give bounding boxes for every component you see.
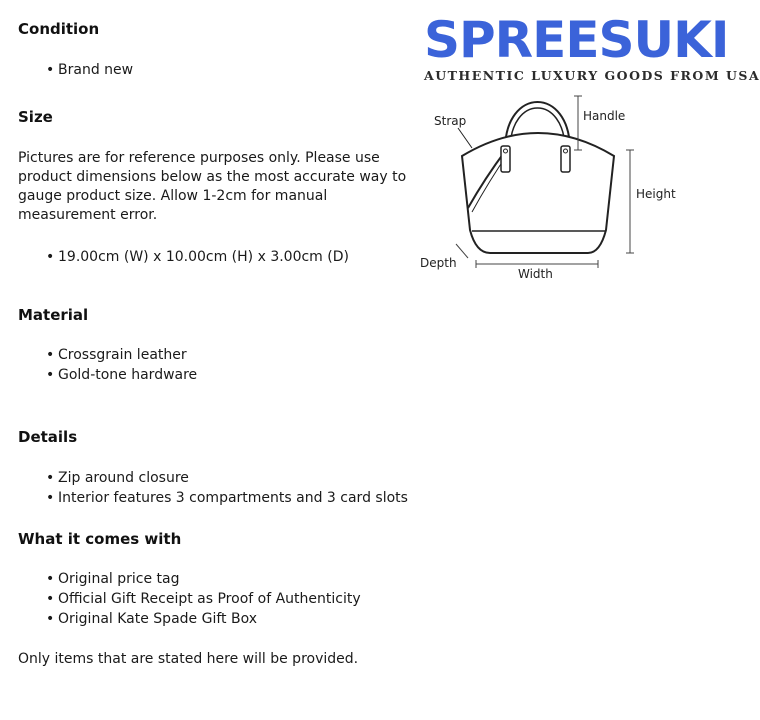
- details-list: [46, 468, 408, 508]
- depth-label: Depth: [420, 256, 457, 270]
- details-heading: Details: [18, 428, 78, 446]
- list-item: • Brand new: [46, 60, 133, 80]
- list-item: • Gold-tone hardware: [46, 365, 197, 385]
- material-list: [46, 345, 197, 385]
- list-item: • Zip around closure: [46, 468, 408, 488]
- size-description: Pictures are for reference purposes only. Please use product dimensions below as the most accurate way to gauge product size. Allow 1-2cm for manual measurement error.: [18, 150, 407, 223]
- size-heading: Size: [18, 108, 53, 126]
- bag-size-diagram: [410, 88, 710, 288]
- bag-body: [462, 133, 614, 253]
- logo-tagline: AUTHENTIC LUXURY GOODS FROM USA: [424, 68, 760, 83]
- handle-label: Handle: [583, 109, 626, 123]
- list-item: • Original price tag: [46, 569, 361, 589]
- comes-with-heading: What it comes with: [18, 530, 182, 548]
- comes-with-list: [46, 569, 361, 629]
- height-label: Height: [636, 187, 676, 201]
- material-heading: Material: [18, 306, 89, 324]
- strap-label: Strap: [434, 114, 467, 128]
- list-item: • Official Gift Receipt as Proof of Authenticity: [46, 589, 361, 609]
- list-item: • Interior features 3 compartments and 3 card slots: [46, 488, 408, 508]
- footer-note: Only items that are stated here will be provided.: [18, 651, 359, 667]
- list-item: • Crossgrain leather: [46, 345, 197, 365]
- condition-list: [46, 60, 133, 80]
- size-list: [46, 247, 349, 267]
- logo-wordmark: SPREESUKI: [424, 11, 729, 69]
- list-item: • 19.00cm (W) x 10.00cm (H) x 3.00cm (D): [46, 247, 349, 267]
- condition-heading: Condition: [18, 20, 100, 38]
- list-item: • Original Kate Spade Gift Box: [46, 609, 361, 629]
- width-label: Width: [518, 267, 553, 281]
- spreesuki-logo: [424, 11, 760, 83]
